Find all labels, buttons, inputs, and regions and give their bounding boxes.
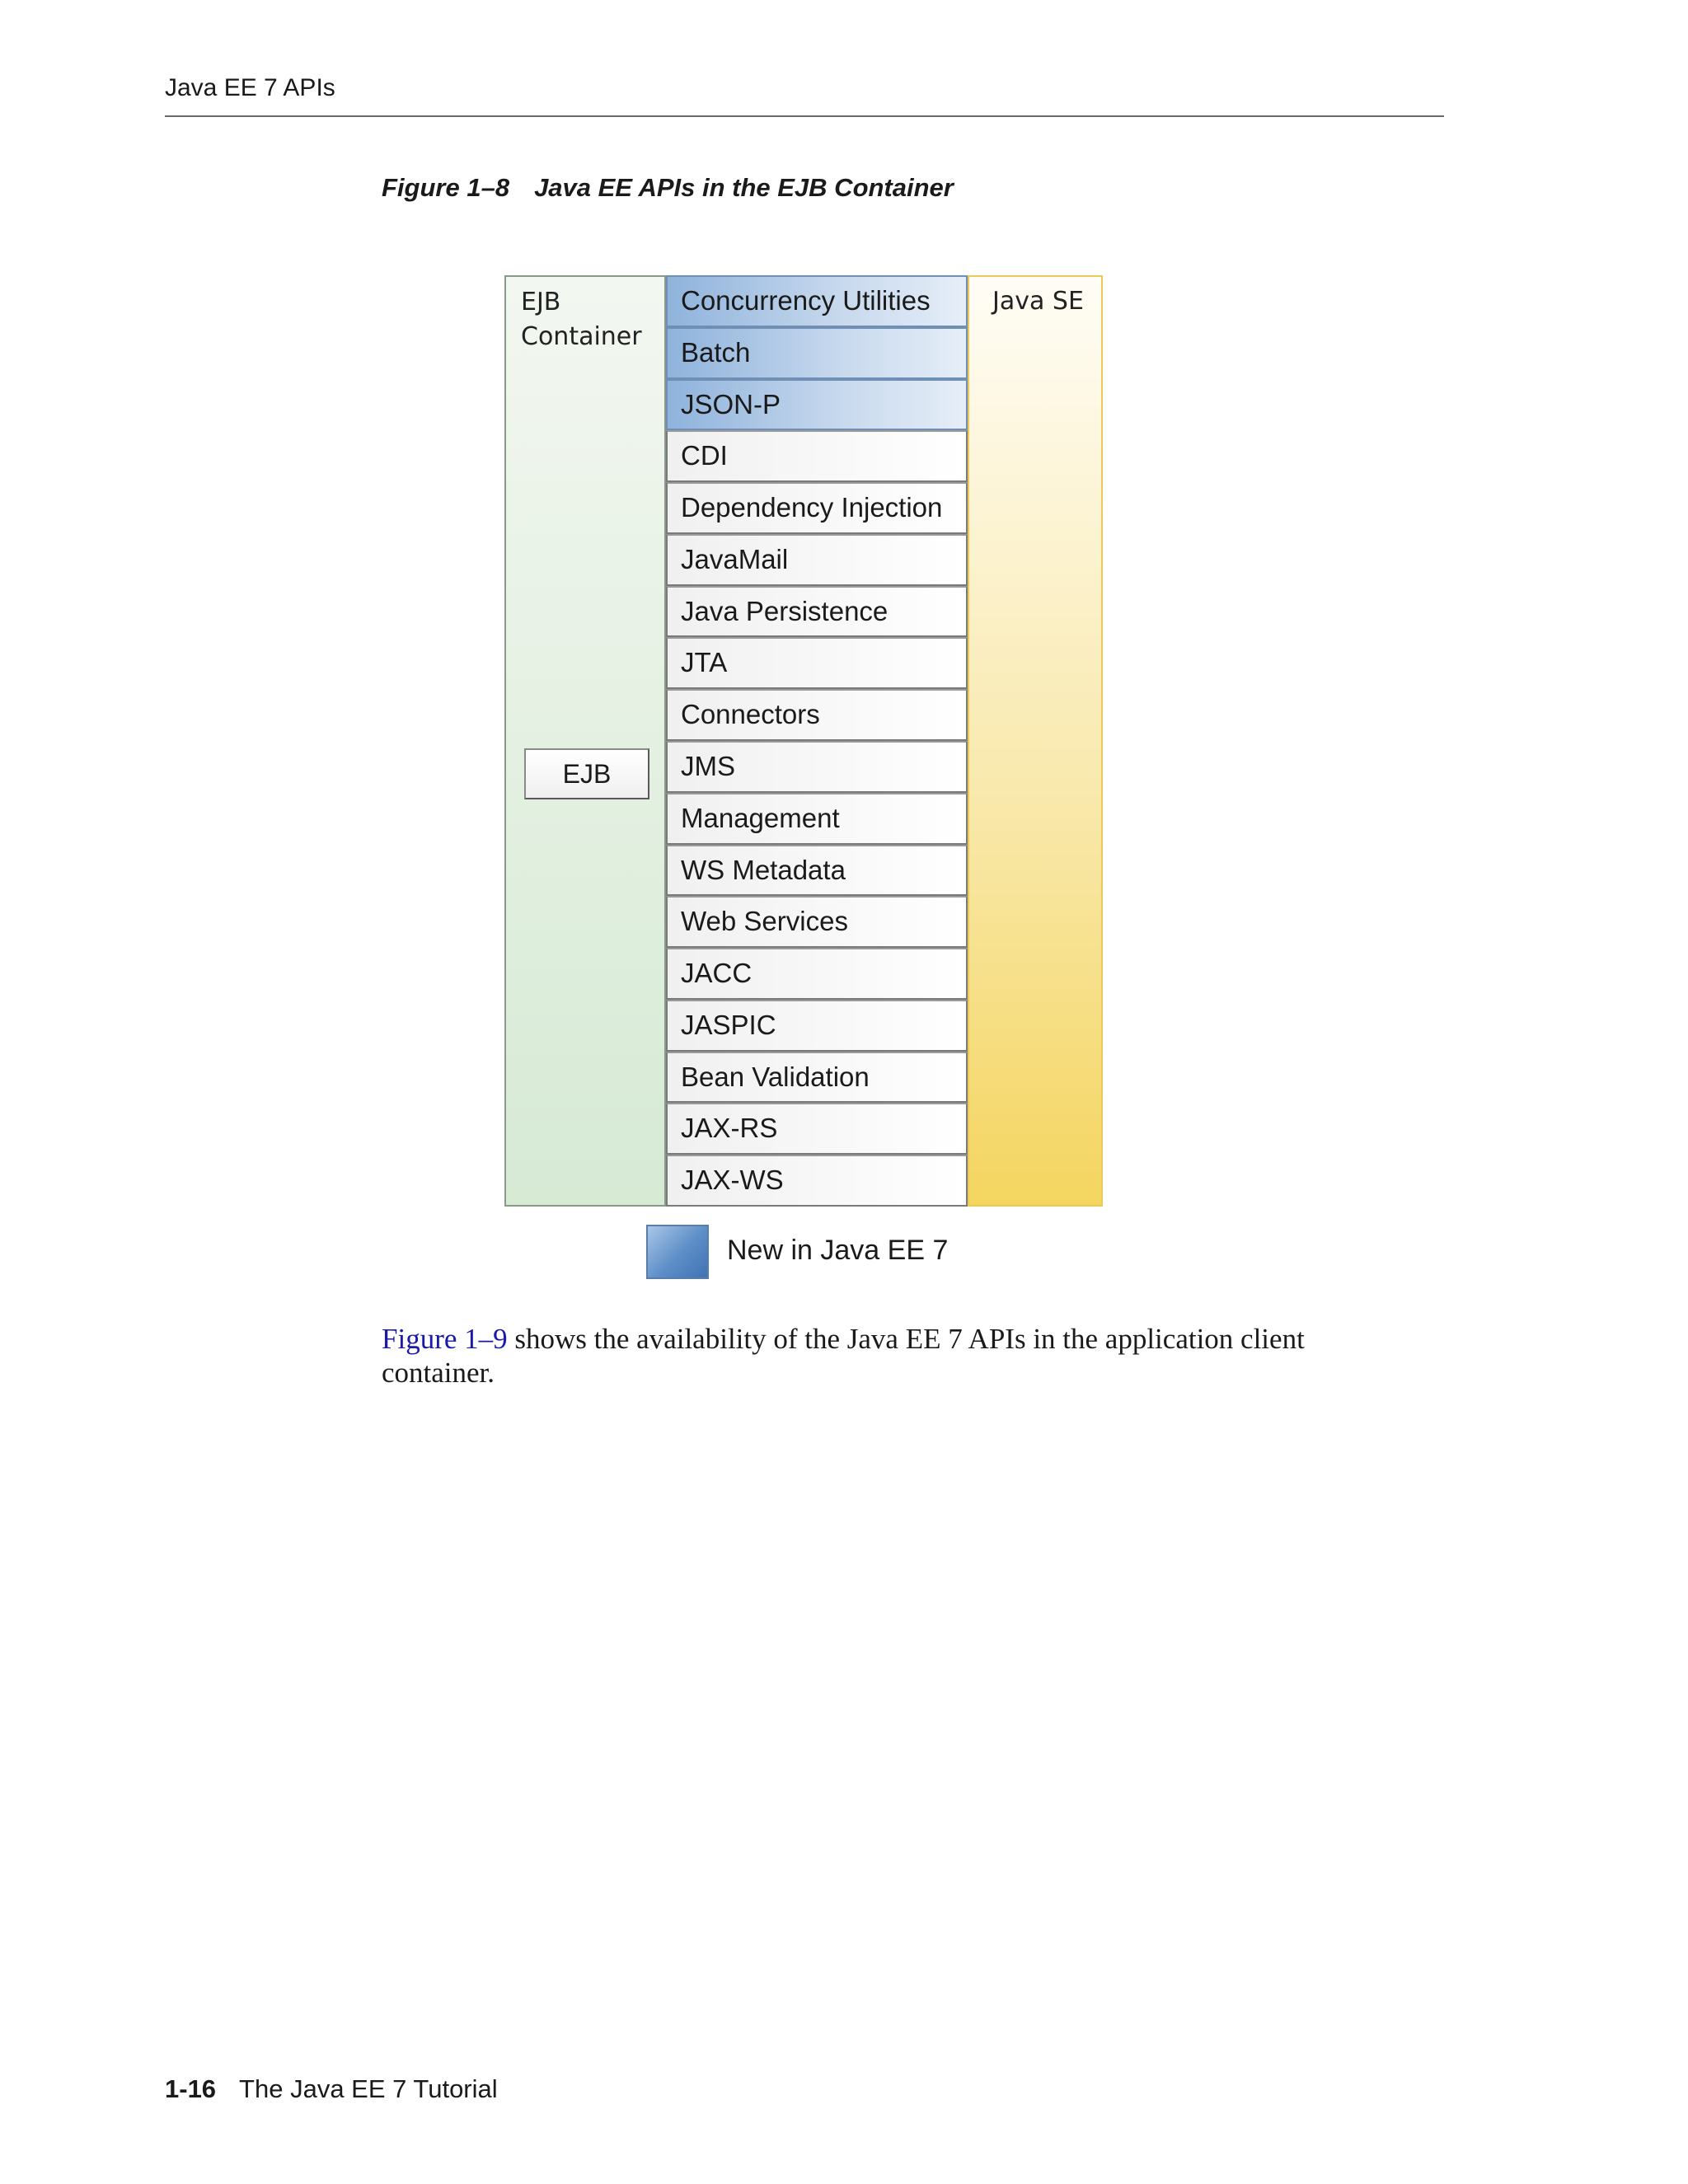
api-row: Management (666, 793, 968, 845)
api-row: JAX-WS (666, 1155, 968, 1207)
java-se-column (968, 275, 1103, 1207)
api-row: Dependency Injection (666, 482, 968, 534)
api-row: JAX-RS (666, 1103, 968, 1155)
body-paragraph (382, 1322, 1420, 1390)
header-divider (165, 115, 1444, 117)
page-number: 1-16 (165, 2074, 217, 2103)
legend-label: New in Java EE 7 (727, 1235, 949, 1266)
api-row: Concurrency Utilities (666, 275, 968, 327)
page-footer (165, 2074, 498, 2104)
api-row: Bean Validation (666, 1052, 968, 1104)
figure-title: Java EE APIs in the EJB Container (534, 173, 954, 202)
api-row: JSON-P (666, 379, 968, 431)
ejb-container-diagram (504, 275, 1103, 1207)
api-row: Connectors (666, 689, 968, 741)
api-row: JavaMail (666, 534, 968, 586)
api-row: JTA (666, 637, 968, 689)
ejb-container-column (504, 275, 666, 1207)
book-title: The Java EE 7 Tutorial (239, 2074, 498, 2103)
api-row: CDI (666, 430, 968, 482)
ejb-container-label: EJB Container (521, 288, 642, 351)
ejb-box: EJB (524, 748, 649, 799)
api-row: JACC (666, 948, 968, 1000)
java-se-label: Java SE (992, 287, 1084, 316)
api-row: JMS (666, 741, 968, 793)
api-row: Web Services (666, 896, 968, 948)
api-row: JASPIC (666, 1000, 968, 1052)
legend-swatch-new (646, 1225, 709, 1279)
api-stack (666, 275, 968, 1207)
body-paragraph-text: shows the availability of the Java EE 7 APIs in the application client container. (382, 1323, 1305, 1389)
figure-cross-reference-link[interactable]: Figure 1–9 (382, 1323, 508, 1355)
running-header: Java EE 7 APIs (165, 74, 335, 101)
api-row: Batch (666, 327, 968, 379)
figure-caption (382, 173, 954, 203)
figure-number: Figure 1–8 (382, 173, 510, 202)
api-row: WS Metadata (666, 845, 968, 897)
api-row: Java Persistence (666, 586, 968, 638)
